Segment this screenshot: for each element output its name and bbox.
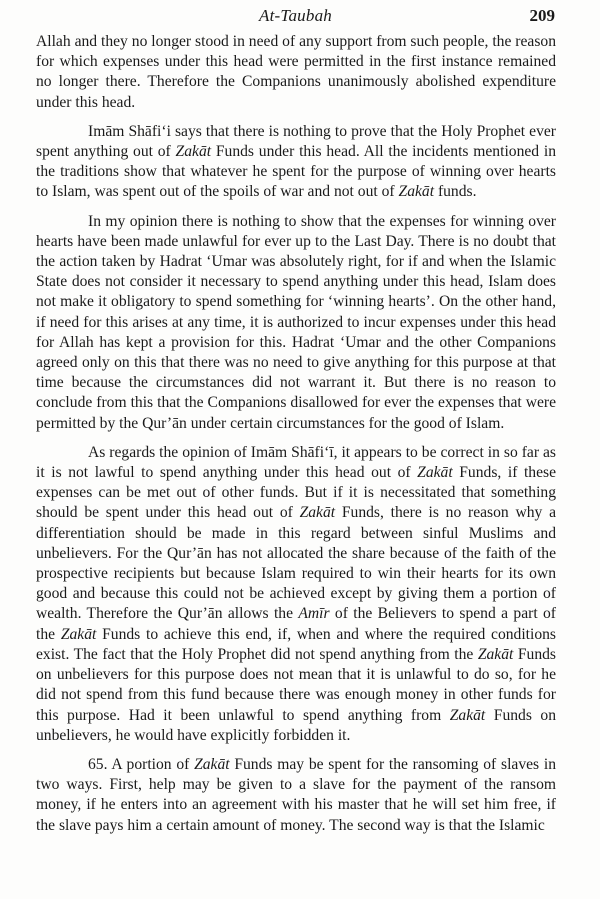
paragraph-continuation [36,32,556,113]
text-run: Funds may be spent for the ransoming of slaves in two ways. First, help may be given to a slave for the payment of the ransom money, if he enters into an agreement with his master that he will set him free, if the slave pays him a certain amount of money. The second way is that the Islamic [36,755,556,834]
text-run: Funds, if these expenses can be met out of other funds. But if it is necessitated that something should be spent under this head out of [36,464,556,522]
chapter-title: At-Taubah [259,6,332,25]
italic-term: Zakāt [175,143,212,161]
text-run: Imām Shāfi‘i says that there is nothing to prove that the Holy Prophet ever spent anything out of [36,122,556,161]
italic-term: Zakāt [449,706,486,724]
italic-term: Amīr [298,605,330,623]
paragraph-65-ransoming-slaves [36,755,556,836]
paragraph-my-opinion [36,212,556,434]
text-run: Funds on unbelievers, he would have explicitly forbidden it. [36,706,556,744]
italic-term: Zakāt [60,625,97,643]
running-head [36,6,555,30]
italic-term: Zakāt [417,464,453,482]
text-run: Funds under this head. All the incidents mentioned in the traditions show that whatever he spent for the purpose of winning over hearts to Islam, was spent out of the spoils of war and not out of [36,143,556,201]
italic-term: Zakāt [398,183,435,201]
italic-term: Zakāt [299,504,336,522]
page-number: 209 [529,6,555,25]
paragraph-imam-shafi [36,122,556,203]
text-run: Funds, there is no reason why a differentiation should be made in this regard between sinful Muslims and unbelievers. For the Qur’ān has not allocated the share because of the faith of the prospective recipients but because Islam required to win their hearts for its own good and because this could not be achieved except by giving them a portion of wealth. Therefore the Qur’ān allows the [36,504,556,623]
text-run: Funds to achieve this end, if, when and where the required conditions exist. The fact that the Holy Prophet did not spend anything from the [36,625,556,663]
text-run: As regards the opinion of Imām Shāfi‘ī, it appears to be correct in so far as it is not lawful to spend anything under this head out of [36,443,556,482]
paragraph-as-regards [36,443,556,746]
italic-term: Zakāt [194,755,230,773]
text-run: In my opinion there is nothing to show that the expenses for winning over hearts have been made unlawful for ever up to the Last Day. There is no doubt that the action taken by Hadrat ‘Umar was absolutely right, for if and when the Islamic State does not consider it necessary to spend anything under this head, Islam does not make it obligatory to spend something for ‘winning hearts’. On the other hand, if need for this arises at any time, it is authorized to incur expenses under this head for Allah has kept a provision for this. Hadrat ‘Umar and the other Companions agreed only on this that there was no need to give anything for this purpose at that time because the circumstances did not warrant it. But there is no reason to conclude from this that the Companions disallowed for ever the expenses that were permitted by the Qur’ān under certain circumstances for the good of Islam. [36,212,556,432]
text-run: Allah and they no longer stood in need of any support from such people, the reason for which expenses under this head were permitted in the first instance remained no longer there. Therefore the Companions unanimously abolished expenditure under this head. [36,33,556,111]
text-run: of the Believers to spend a part of the [36,605,557,643]
body-text [36,32,556,845]
text-run: funds. [434,183,477,201]
text-run: 65. A portion of [88,755,195,773]
text-run: Funds on unbelievers for this purpose does not mean that it is unlawful to do so, for he did not spend from this fund because there was enough money in other funds for this purpose. Had it been unlawful to spend anything from [36,645,557,724]
italic-term: Zakāt [477,645,514,663]
